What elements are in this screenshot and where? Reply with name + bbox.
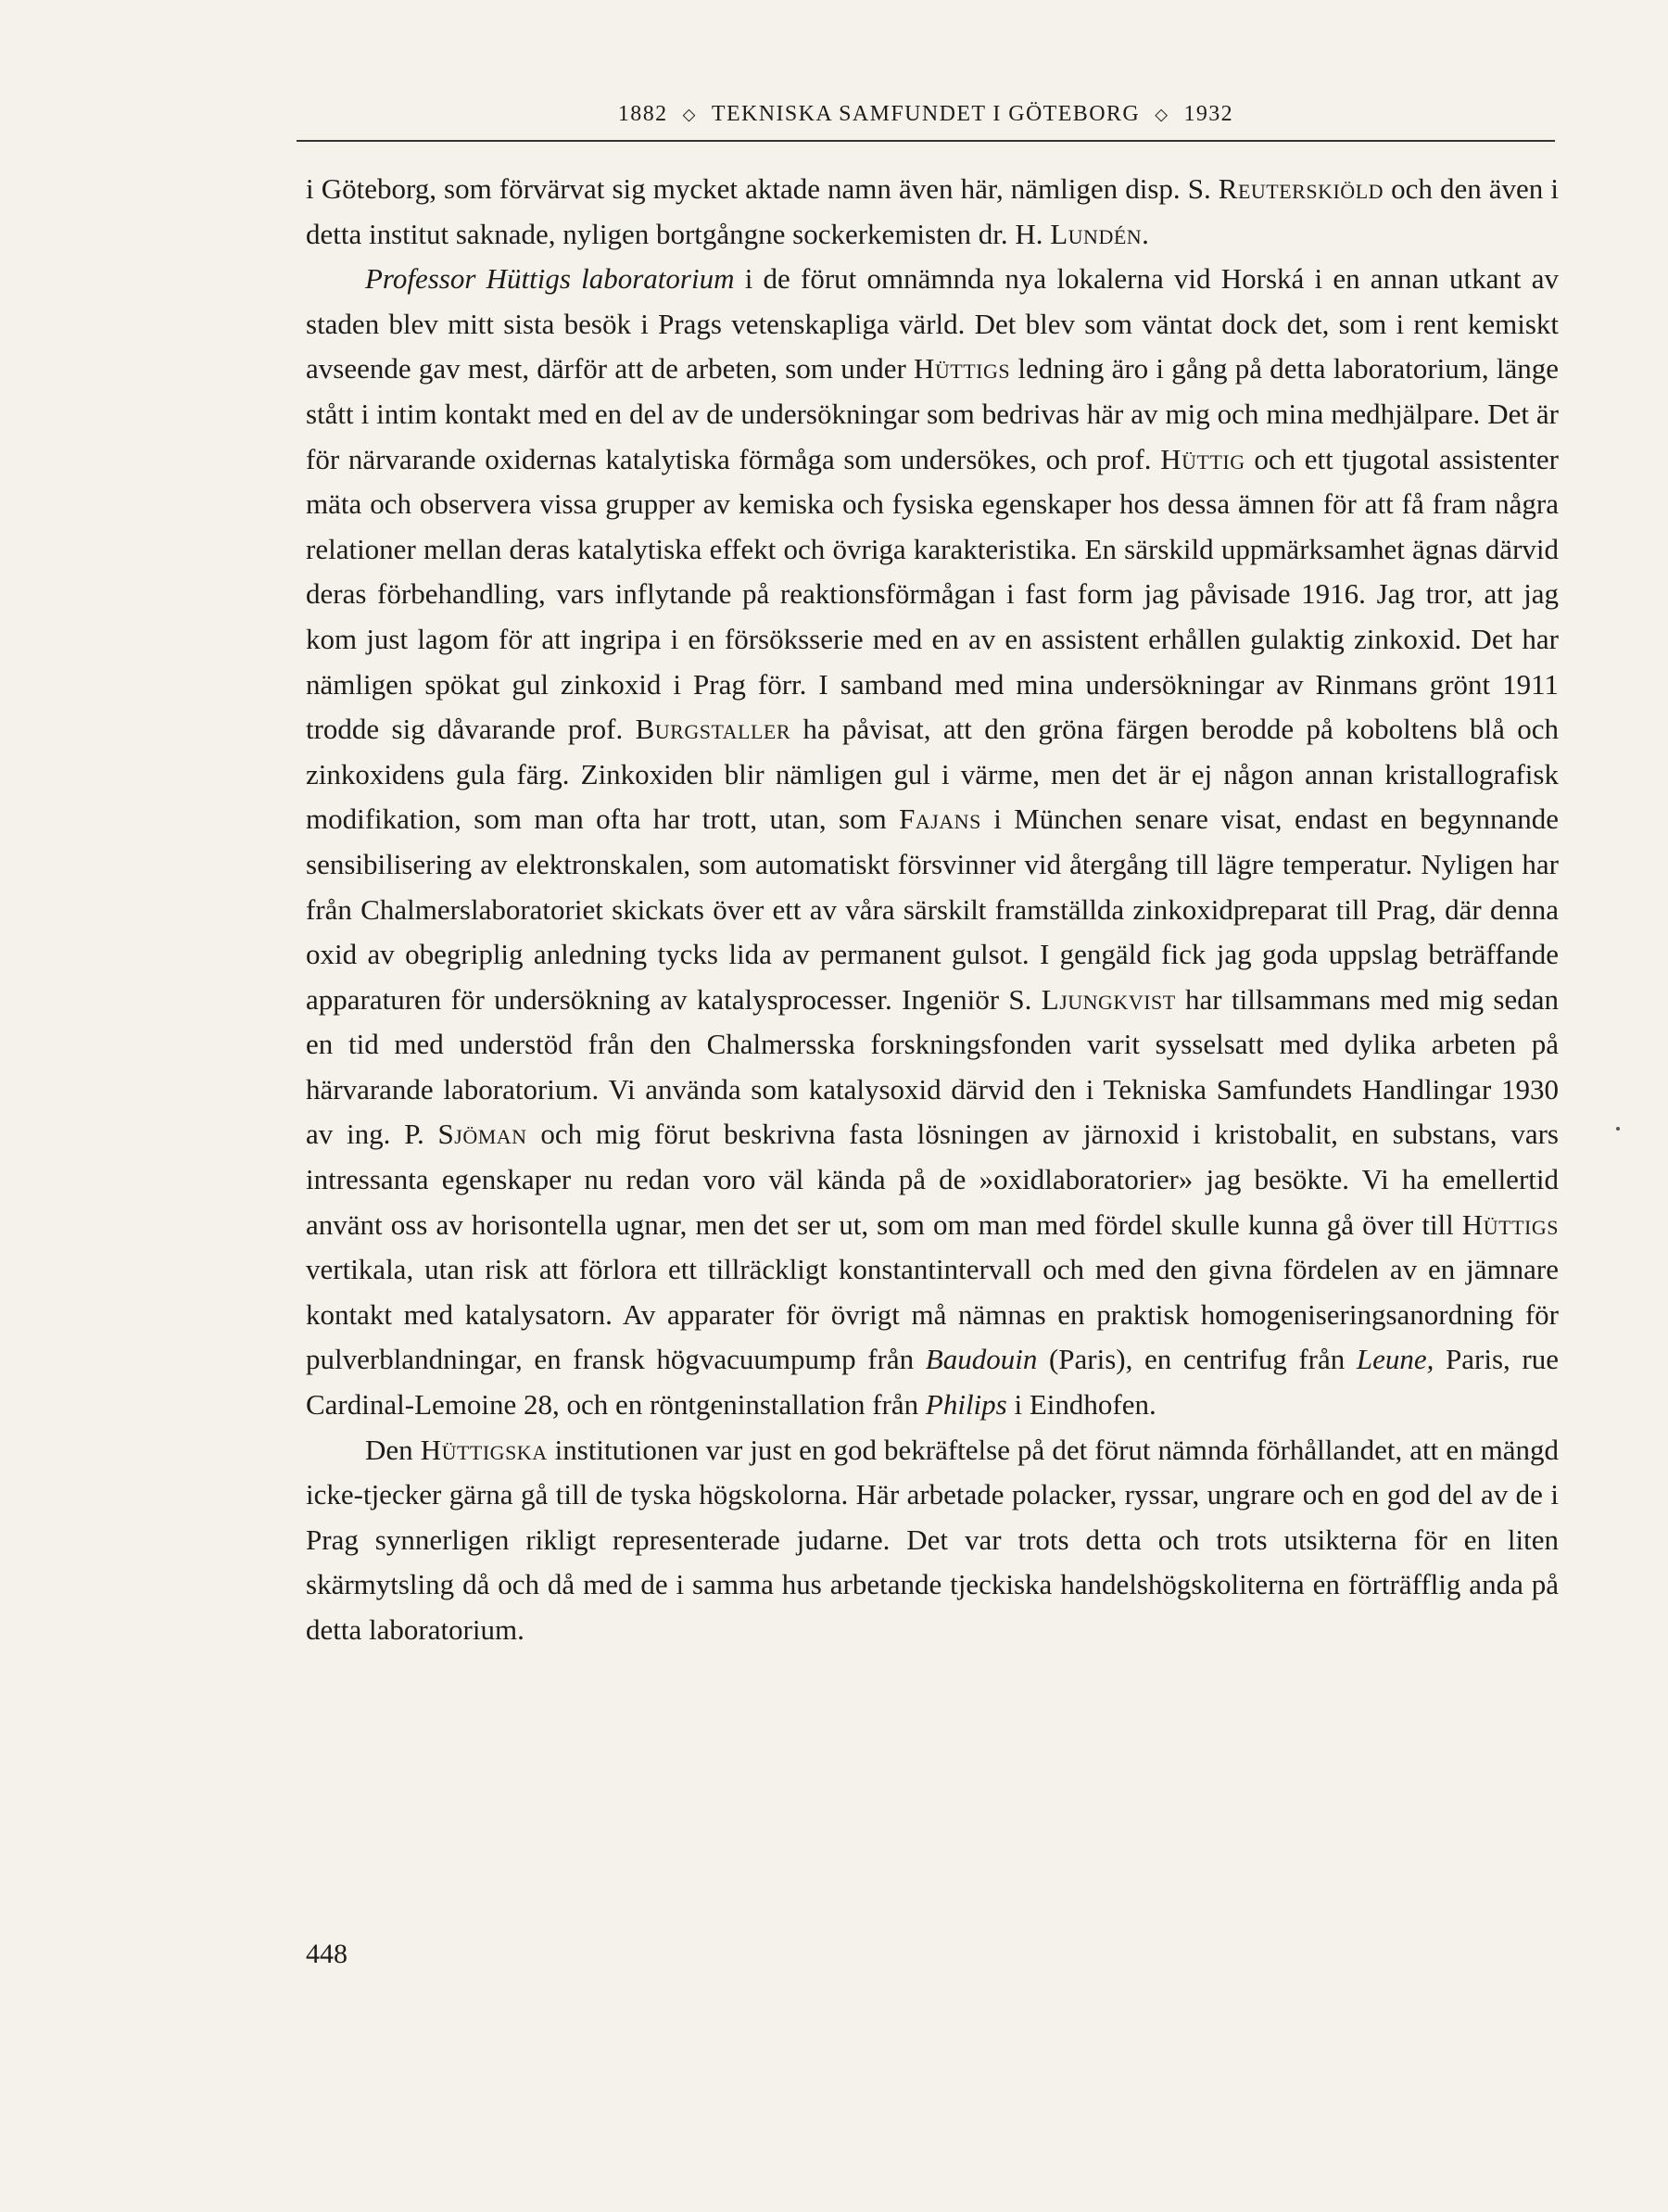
paragraph-1 [306,167,1559,257]
text-run: har tillsammans med mig sedan en tid med understöd från den Chalmersska forskningsfonden varit sysselsatt med dylika arbeten på härvarande laboratorium. Vi använda som katalysoxid därvid den i Tekniska Samfundets Handlingar 1930 av ing. P. [306,982,1559,1151]
text-run: och ett tjugotal assistenter mäta och observera vissa grupper av kemiska och fysiska egenskaper hos dessa ämnen för att få fram några relationer mellan deras katalytiska effekt och övriga karakteristika. En särskild uppmärksamhet ägnas därvid deras förbehandling, vars inflytande på reaktionsförmågan i fast form jag påvisade 1916. Jag tror, att jag kom just lagom för att ingripa i en försöksserie med en av en assistent erhållen gulaktig zinkoxid. Det har nämligen spökat gul zinkoxid i Prag förr. I samband med mina undersökningar av Rinmans grönt 1911 trodde sig dåvarande prof. [306,442,1559,746]
ornament-icon: ⬦ [1155,105,1169,125]
text-run: Paris, rue Cardinal-Lemoine 28, och en röntgeninstallation från [306,1343,1559,1422]
italic-run: Professor Hüttigs laboratorium [365,262,735,296]
text-run: i München senare visat, endast en begynnande sensibilisering av elektronskalen, som automatiskt försvinner vid återgång till lägre temperatur. Nyligen har från Chalmerslaboratoriet skickats över ett av våra särskilt framställda zinkoxidpreparat till Prag, där denna oxid av obegriplig anledning tycks lida av permanent gulsot. I gengäld fick jag goda uppslag beträffande apparaturen för undersökning av katalysprocesser. Ingeniör S. [306,803,1559,1016]
text-run: i Göteborg, som förvärvat sig mycket aktade namn även här, nämligen disp. S. [306,172,1219,205]
header-year-start: 1882 [617,102,668,126]
paragraph-2 [306,257,1559,1427]
text-run: institutionen var just en god bekräftelse på det förut nämnda förhållandet, att en mängd icke-tjecker gärna gå till de tyska högskolorna. Här arbetade polacker, ryssar, ungrare och en god del av de i Prag synnerligen rikligt representerade judarne. Det var trots detta och trots utsikterna för en liten skärmytsling då och då med de i samma hus arbetande tjeckiska handelshögskoliterna en förträfflig anda på detta laboratorium. [306,1433,1559,1646]
text-run: (Paris), en centrifug från [1037,1343,1357,1376]
person-name: Lundén [1050,217,1143,250]
person-name: Hüttig [1160,442,1245,475]
italic-run: Leune, [1356,1343,1434,1376]
text-run: . [1142,217,1149,250]
paragraph-3 [306,1428,1559,1653]
text-run: i de förut omnämnda nya lokalerna vid Horská i en annan utkant av staden blev mitt sista besök i Prags vetenskapliga värld. Det blev som väntat dock det, som i rent kemiskt avseende gav mest, därför att de arbeten, som under [306,262,1559,386]
header-rule [297,140,1555,142]
person-name: Hüttigs [914,352,1011,386]
italic-run: Baudouin [925,1343,1038,1376]
text-run: ha påvisat, att den gröna färgen berodde på koboltens blå och zinkoxidens gula färg. Zinkoxiden blir nämligen gul i värme, men det är ej någon annan kristallografisk modifikation, som man ofta har trott, utan, som [306,713,1559,836]
body-text [306,167,1559,1653]
text-run: och den även i detta institut saknade, nyligen bortgångne sockerkemisten dr. H. [306,172,1559,250]
ornament-icon: ⬦ [682,105,697,125]
person-name: Reuterskiöld [1218,172,1384,205]
header-title: TEKNISKA SAMFUNDET I GÖTEBORG [711,102,1141,126]
person-name: Ljungkvist [1041,982,1176,1016]
text-run: och mig förut beskrivna fasta lösningen av järnoxid i kristobalit, en substans, vars intressanta egenskaper nu redan voro väl kända på de »oxidlaboratorier» jag besökte. Vi ha emellertid använt oss av horisontella ugnar, men det ser ut, som om man med fördel skulle kunna gå över till [306,1118,1559,1241]
text-run: Den [365,1433,421,1466]
text-run: i Eindhofen. [1006,1388,1156,1422]
page-number: 448 [306,1939,348,1969]
paper-speck [1616,1127,1620,1131]
text-run: ledning äro i gång på detta laboratorium, länge stått i intim kontakt med en del av de undersökningar som bedrivas här av mig och mina medhjälpare. Det är för närvarande oxidernas katalytiska förmåga som undersökes, och prof. [306,352,1559,475]
person-name: Sjöman [437,1118,527,1151]
person-name: Burgstaller [635,713,790,746]
person-name: Fajans [899,803,981,836]
text-run: vertikala, utan risk att förlora ett tillräckligt konstantintervall och med den givna fördelen av en jämnare kontakt med katalysatorn. Av apparater för övrigt må nämnas en praktisk homogeniseringsanordning för pulverblandningar, en fransk högvacuumpump från [306,1253,1559,1376]
person-name: Hüttigska [420,1433,548,1466]
italic-run: Philips [925,1388,1007,1422]
running-header [297,102,1555,127]
person-name: Hüttigs [1461,1207,1559,1241]
header-year-end: 1932 [1183,102,1234,126]
